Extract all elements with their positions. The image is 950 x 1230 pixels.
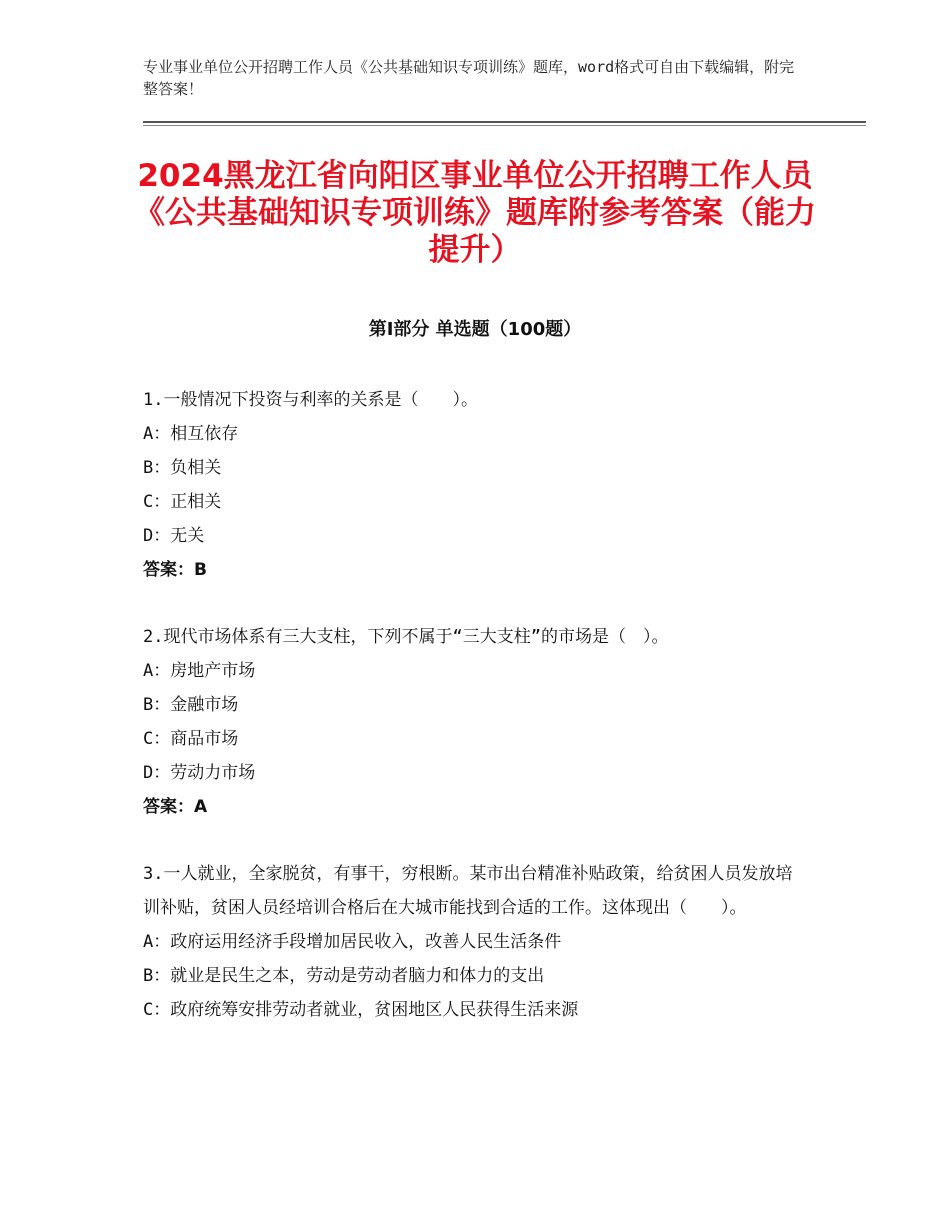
header-divider-thick (143, 121, 866, 123)
option-a: A：政府运用经济手段增加居民收入，改善人民生活条件 (143, 932, 562, 952)
question-list (143, 383, 808, 1060)
option-c: C：正相关 (143, 492, 222, 512)
question-stem: 2.现代市场体系有三大支柱，下列不属于“三大支柱”的市场是（ ）。 (143, 627, 669, 647)
option-d: D：劳动力市场 (143, 763, 256, 783)
question-1 (143, 383, 808, 587)
answer: 答案：B (143, 560, 207, 580)
question-2 (143, 620, 808, 824)
section-heading: 第Ⅰ部分 单选题（100题） (368, 319, 582, 340)
option-a: A：相互依存 (143, 424, 239, 444)
option-c: C：政府统筹安排劳动者就业，贫困地区人民获得生活来源 (143, 1000, 579, 1020)
header-note: 专业事业单位公开招聘工作人员《公共基础知识专项训练》题库，word格式可自由下载编辑，附完整答案！ (143, 58, 795, 98)
option-b: B：就业是民生之本，劳动是劳动者脑力和体力的支出 (143, 966, 545, 986)
document-title: 2024黑龙江省向阳区事业单位公开招聘工作人员《公共基础知识专项训练》题库附参考答案（能力提升） (134, 158, 816, 268)
question-stem: 1.一般情况下投资与利率的关系是（ ）。 (143, 390, 478, 410)
option-d: D：无关 (143, 526, 205, 546)
option-b: B：负相关 (143, 458, 222, 478)
question-3 (143, 857, 808, 1027)
option-c: C：商品市场 (143, 729, 239, 749)
answer: 答案：A (143, 797, 208, 817)
option-b: B：金融市场 (143, 695, 239, 715)
header-divider-thin (143, 125, 866, 126)
question-stem: 3.一人就业，全家脱贫，有事干，穷根断。某市出台精准补贴政策，给贫困人员发放培训补贴，贫困人员经培训合格后在大城市能找到合适的工作。这体现出（ ）。 (143, 864, 793, 918)
option-a: A：房地产市场 (143, 661, 256, 681)
